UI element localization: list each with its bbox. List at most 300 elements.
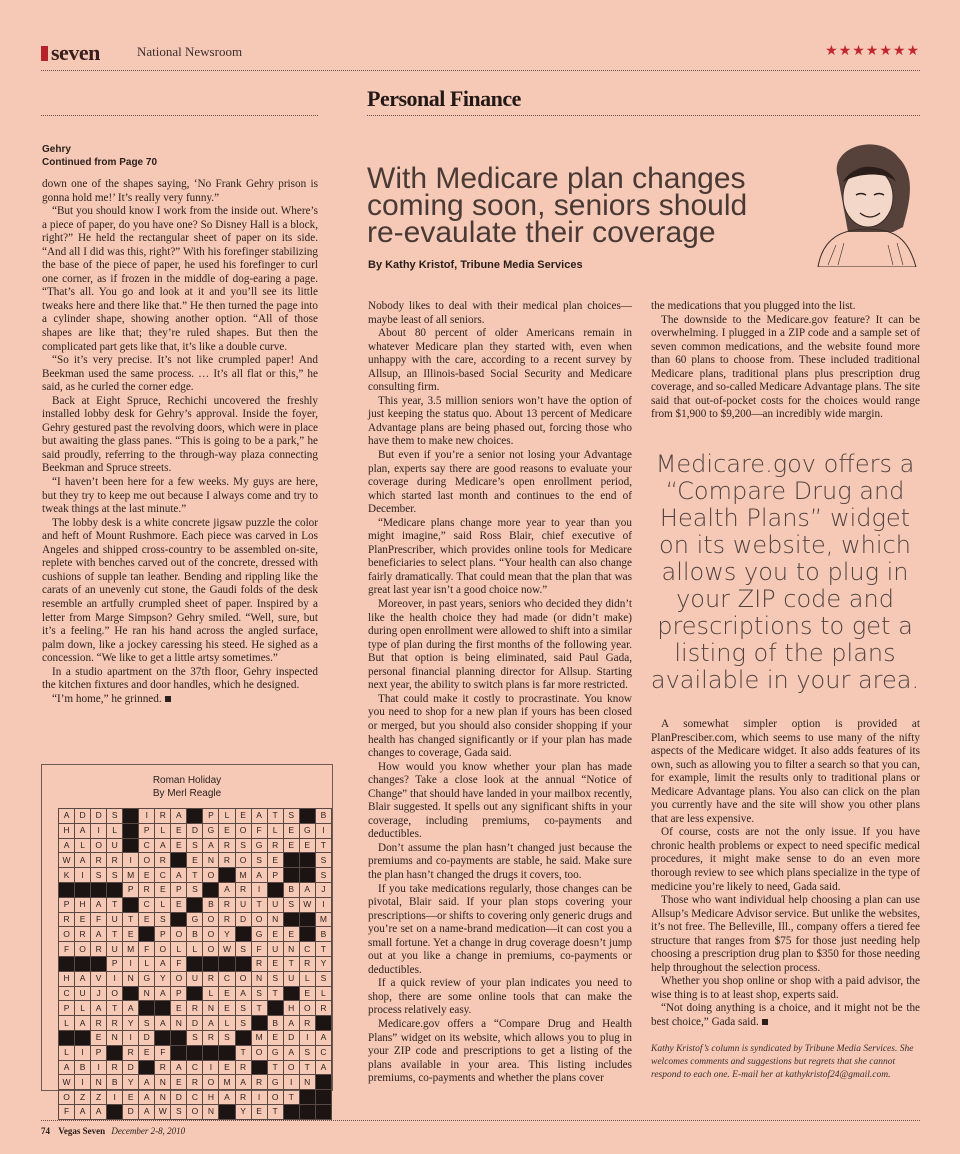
article-paragraph: Those who want individual help choosing a plan can use Allsup’s Medicare Advisor service. But unlike the websites, it’s not free. The Belleville, Ill., company offers a tiered fee structure that ranges from $75 for those just needing help choosing a prescription drug plan to $350 for those needing help throughout the selection process. [651, 894, 920, 974]
crossword-cell: H [203, 1090, 219, 1105]
crossword-cell: O [171, 927, 187, 942]
crossword-cell: T [107, 1001, 123, 1016]
crossword-cell: R [187, 1001, 203, 1016]
crossword-cell: P [91, 1045, 107, 1060]
article-column-2-bottom [651, 718, 920, 1030]
crossword-cell: F [139, 942, 155, 957]
story-paragraph: “So it’s very precise. It’s not like crumpled paper! And Beekman used the same process. … It’s all flat or this,” he said, as he curled the corner edge. [42, 354, 318, 394]
crossword-cell: O [75, 942, 91, 957]
crossword-cell: T [283, 1090, 299, 1105]
crossword-cell: I [123, 956, 139, 971]
crossword-black-cell [283, 986, 299, 1001]
crossword-cell: D [91, 809, 107, 824]
crossword-cell: P [59, 1001, 75, 1016]
crossword-cell: S [139, 1016, 155, 1031]
crossword-cell: E [219, 823, 235, 838]
crossword-cell: E [235, 809, 251, 824]
crossword-cell: M [123, 868, 139, 883]
crossword-black-cell [187, 897, 203, 912]
crossword-cell: T [251, 897, 267, 912]
crossword-cell: N [155, 1090, 171, 1105]
crossword-cell: I [107, 1090, 123, 1105]
crossword-cell: P [155, 927, 171, 942]
crossword-cell: S [155, 912, 171, 927]
crossword-black-cell [235, 1030, 251, 1045]
crossword-row [59, 1016, 332, 1031]
crossword-cell: T [235, 1045, 251, 1060]
crossword-black-cell [75, 882, 91, 897]
crossword-cell: D [171, 1090, 187, 1105]
article-paragraph: Don’t assume the plan hasn’t changed just because the premiums and co-payments are stable, he said. Make sure the plan hasn’t changed the drugs it covers, too. [368, 841, 632, 881]
crossword-black-cell [235, 956, 251, 971]
section-label: National Newsroom [137, 44, 243, 59]
crossword-cell: N [107, 1030, 123, 1045]
crossword-black-cell [107, 1045, 123, 1060]
crossword-cell: A [283, 1016, 299, 1031]
story-paragraph: down one of the shapes saying, ‘No Frank Gehry prison is gonna hold me!’ It’s really very funny.” [42, 178, 318, 204]
crossword-cell: U [267, 942, 283, 957]
crossword-cell: S [187, 838, 203, 853]
crossword-cell: E [171, 1001, 187, 1016]
crossword-cell: T [299, 1060, 315, 1075]
crossword-black-cell [171, 1045, 187, 1060]
crossword-cell: I [91, 823, 107, 838]
crossword-cell: L [299, 971, 315, 986]
crossword-cell: M [251, 1030, 267, 1045]
crossword-row [59, 853, 332, 868]
crossword-cell: Z [75, 1090, 91, 1105]
crossword-cell: S [235, 942, 251, 957]
crossword-cell: E [251, 1104, 267, 1119]
crossword-cell: Y [219, 927, 235, 942]
article-paragraph: “Medicare plans change more year to year than you might imagine,” said Ross Blair, chief executive of PlanPrescriber, which provides online tools for Medicare beneficiaries to select plans. “Your health can also change fairly dramatically. That could mean that the plan that was great last year isn’t a good choice now.” [368, 516, 632, 597]
crossword-black-cell [75, 956, 91, 971]
crossword-black-cell [91, 882, 107, 897]
crossword-cell: T [267, 986, 283, 1001]
crossword-row [59, 809, 332, 824]
crossword-cell: I [315, 823, 331, 838]
crossword-cell: L [155, 897, 171, 912]
crossword-cell: T [315, 942, 331, 957]
crossword-black-cell [203, 1045, 219, 1060]
crossword-cell: E [267, 956, 283, 971]
crossword-black-cell [59, 1030, 75, 1045]
crossword-cell: Y [155, 971, 171, 986]
crossword-cell: O [107, 986, 123, 1001]
crossword-black-cell [203, 956, 219, 971]
crossword-row [59, 971, 332, 986]
crossword-cell: T [267, 809, 283, 824]
crossword-box [41, 764, 333, 1117]
crossword-cell: A [235, 986, 251, 1001]
crossword-black-cell [187, 1045, 203, 1060]
crossword-cell: T [315, 838, 331, 853]
crossword-cell: R [203, 971, 219, 986]
crossword-black-cell [283, 1104, 299, 1119]
crossword-cell: I [315, 897, 331, 912]
crossword-cell: U [107, 912, 123, 927]
crossword-cell: T [107, 927, 123, 942]
crossword-black-cell [123, 986, 139, 1001]
article-last-line: “Not doing anything is a choice, and it might not be the best choice,” Gada said. [651, 1002, 920, 1029]
crossword-cell: L [155, 823, 171, 838]
crossword-cell: E [299, 838, 315, 853]
crossword-cell: L [187, 942, 203, 957]
crossword-cell: S [251, 853, 267, 868]
crossword-cell: T [187, 868, 203, 883]
crossword-cell: P [139, 823, 155, 838]
crossword-cell: N [139, 986, 155, 1001]
crossword-cell: R [155, 809, 171, 824]
story-paragraph: “But you should know I work from the inside out. Where’s a piece of paper, do you have one? So Disney Hall is a block, right?” He held the rectangular sheet of paper on its side. “And all I did was this, right?” With his forefinger stabilizing the base of the piece of paper, he used his forefinger to curl one corner, as if frozen in the middle of dog-earing a page. “That’s all. You go and look at it and you’ll see its little tweaks here and there like that.” He then turned the page into a cylinder shape, showing another option. “All of those shapes are like that; they’re ruled shapes. But then the complicated part gets like that, it’s like a double curve. [42, 205, 318, 353]
crossword-black-cell [139, 1001, 155, 1016]
crossword-cell: A [155, 838, 171, 853]
crossword-cell: R [155, 853, 171, 868]
crossword-row [59, 1030, 332, 1045]
crossword-black-cell [299, 853, 315, 868]
crossword-cell: A [75, 971, 91, 986]
crossword-cell: E [283, 927, 299, 942]
crossword-black-cell [315, 1090, 331, 1105]
crossword-black-cell [299, 912, 315, 927]
crossword-black-cell [107, 882, 123, 897]
crossword-cell: W [299, 897, 315, 912]
article-paragraph [651, 1002, 920, 1029]
article-column-2-top [651, 300, 920, 422]
end-mark-icon [165, 696, 171, 702]
crossword-cell: R [235, 1060, 251, 1075]
crossword-cell: S [315, 868, 331, 883]
crossword-cell: L [59, 1045, 75, 1060]
end-mark-icon [762, 1019, 768, 1025]
crossword-cell: R [299, 956, 315, 971]
crossword-cell: N [267, 912, 283, 927]
crossword-cell: P [107, 956, 123, 971]
pull-quote: Medicare.gov offers a “Compare Drug and Health Plans” widget on its website, which allows you to plug in your ZIP code and prescriptions to get a listing of the plans available in your area. [650, 450, 920, 694]
crossword-cell: R [219, 897, 235, 912]
crossword-cell: E [219, 986, 235, 1001]
crossword-row [59, 868, 332, 883]
crossword-cell: P [59, 897, 75, 912]
crossword-cell: A [235, 1075, 251, 1090]
crossword-black-cell [139, 927, 155, 942]
crossword-cell: G [267, 1075, 283, 1090]
crossword-cell: W [59, 853, 75, 868]
crossword-cell: D [235, 912, 251, 927]
crossword-cell: A [203, 838, 219, 853]
crossword-cell: U [107, 942, 123, 957]
logo-text: seven [51, 40, 100, 65]
crossword-cell: B [267, 1016, 283, 1031]
crossword-cell: E [171, 897, 187, 912]
crossword-cell: E [75, 912, 91, 927]
crossword-cell: E [283, 823, 299, 838]
crossword-cell: E [219, 1001, 235, 1016]
crossword-cell: C [299, 942, 315, 957]
crossword-cell: N [171, 1016, 187, 1031]
crossword-black-cell [203, 882, 219, 897]
crossword-cell: N [203, 1104, 219, 1119]
crossword-cell: S [107, 868, 123, 883]
crossword-cell: O [91, 838, 107, 853]
crossword-row [59, 1060, 332, 1075]
article-paragraph: Medicare.gov offers a “Compare Drug and Health Plans” widget on its website, which allows you to plug in your ZIP code and prescriptions to get a listing of the plans available in your area. This listing includes premiums, co-payments and whether the plans cover [368, 1017, 632, 1085]
crossword-cell: W [219, 942, 235, 957]
crossword-cell: I [75, 1045, 91, 1060]
crossword-cell: L [219, 1016, 235, 1031]
article-paragraph: Of course, costs are not the only issue. If you have chronic health problems or expect to need specific medical procedures, it might make sense to do an even more thorough review to see which plans specialize in the type of medicine you’re likely to need, Gada said. [651, 826, 920, 893]
crossword-cell: T [123, 912, 139, 927]
crossword-black-cell [283, 868, 299, 883]
crossword-cell: A [75, 1104, 91, 1119]
crossword-cell: E [267, 927, 283, 942]
article-paragraph: If a quick review of your plan indicates you need to shop, there are some online tools that can make the process relatively easy. [368, 977, 632, 1017]
crossword-cell: A [75, 1016, 91, 1031]
article-headline: With Medicare plan changes coming soon, seniors should re-evaulate their coverage [367, 162, 748, 249]
crossword-cell: A [59, 838, 75, 853]
crossword-cell: G [299, 823, 315, 838]
crossword-cell: E [299, 986, 315, 1001]
crossword-cell: S [315, 971, 331, 986]
crossword-cell: R [219, 838, 235, 853]
crossword-cell: A [59, 809, 75, 824]
publication-logo [41, 40, 100, 66]
crossword-cell: I [139, 809, 155, 824]
crossword-cell: O [203, 912, 219, 927]
footer-publication: Vegas Seven [58, 1126, 106, 1136]
crossword-cell: U [75, 986, 91, 1001]
crossword-cell: S [299, 1045, 315, 1060]
crossword-cell: S [107, 809, 123, 824]
crossword-black-cell [155, 1001, 171, 1016]
crossword-cell: E [139, 1045, 155, 1060]
crossword-black-cell [219, 956, 235, 971]
crossword-cell: R [139, 882, 155, 897]
story-paragraph: The lobby desk is a white concrete jigsaw puzzle the color and heft of Mount Rushmore. Each piece was carved in Los Angeles and shipped cross-country to be assembled on-site, replete with benches carved out of the concrete, dressed with cushions of supple tan leather. Bending and rippling like the carats of an unevenly cut stone, the Gaudi folds of the desk resemble an artfully crumpled sheet of paper. Inspired by a letter from Marge Simpson? Gehry smiled. “Well, sure, but it’s a feeling.” He ran his hand across the angled surface, palm down, like a jockey caressing his steed. He sighed as a concession. “We like to get a little artsy sometimes.” [42, 516, 318, 665]
logo-bar [41, 46, 48, 61]
crossword-cell: S [235, 1016, 251, 1031]
crossword-cell: S [187, 1030, 203, 1045]
crossword-cell: J [91, 986, 107, 1001]
crossword-black-cell [315, 1104, 331, 1119]
crossword-table [58, 808, 332, 1120]
crossword-cell: M [315, 912, 331, 927]
crossword-black-cell [171, 912, 187, 927]
crossword-cell: A [155, 956, 171, 971]
crossword-cell: O [171, 971, 187, 986]
crossword-row [59, 1045, 332, 1060]
crossword-black-cell [123, 809, 139, 824]
crossword-cell: I [299, 1030, 315, 1045]
crossword-cell: R [155, 1060, 171, 1075]
crossword-cell: A [299, 882, 315, 897]
crossword-black-cell [267, 882, 283, 897]
crossword-cell: I [203, 1060, 219, 1075]
crossword-cell: U [267, 897, 283, 912]
crossword-cell: O [203, 868, 219, 883]
footer-rule [41, 1120, 920, 1121]
article-paragraph: This year, 3.5 million seniors won’t have the option of just keeping the status quo. About 13 percent of Medicare Advantage plans are being phased out, forcing those who have them to make new choices. [368, 394, 632, 448]
crossword-cell: I [283, 1075, 299, 1090]
left-column-rule [41, 115, 318, 116]
crossword-cell: O [203, 1075, 219, 1090]
crossword-cell: Y [123, 1016, 139, 1031]
crossword-cell: B [107, 1075, 123, 1090]
crossword-black-cell [59, 956, 75, 971]
crossword-cell: B [75, 1060, 91, 1075]
crossword-cell: R [235, 1090, 251, 1105]
crossword-cell: M [219, 1075, 235, 1090]
crossword-row [59, 1104, 332, 1119]
crossword-cell: S [91, 868, 107, 883]
crossword-cell: C [59, 986, 75, 1001]
crossword-cell: E [123, 927, 139, 942]
crossword-cell: W [59, 1075, 75, 1090]
crossword-cell: D [123, 1104, 139, 1119]
crossword-row [59, 823, 332, 838]
crossword-grid [58, 808, 332, 1120]
crossword-author: By Merl Reagle [152, 788, 222, 799]
crossword-cell: O [155, 942, 171, 957]
crossword-cell: T [251, 1001, 267, 1016]
crossword-row [59, 1075, 332, 1090]
article-paragraph: The downside to the Medicare.gov feature? It can be overwhelming. I plugged in a ZIP code and a sample set of seven common medications, and the website found more than 60 plans to choose from. These included traditional Medicare plans, traditional plans plus prescription drug coverage, and so-called Medicare Advantage plans. The site said that out-of-pocket costs for the choices would range from $1,900 to $9,200—an incredibly wide margin. [651, 313, 920, 421]
crossword-cell: W [155, 1104, 171, 1119]
crossword-black-cell [123, 823, 139, 838]
crossword-cell: A [203, 1016, 219, 1031]
crossword-cell: R [91, 942, 107, 957]
crossword-row [59, 882, 332, 897]
crossword-cell: L [171, 942, 187, 957]
crossword-cell: R [59, 912, 75, 927]
crossword-cell: N [251, 971, 267, 986]
crossword-cell: B [315, 927, 331, 942]
crossword-cell: R [187, 1075, 203, 1090]
crossword-cell: L [59, 1016, 75, 1031]
crossword-cell: I [75, 868, 91, 883]
crossword-cell: P [123, 882, 139, 897]
crossword-cell: A [139, 1075, 155, 1090]
article-byline: By Kathy Kristof, Tribune Media Services [368, 259, 583, 271]
crossword-cell: A [171, 809, 187, 824]
crossword-cell: N [155, 1075, 171, 1090]
crossword-black-cell [299, 809, 315, 824]
story-last-line: “I’m home,” he grinned. [52, 692, 162, 705]
crossword-cell: Y [235, 1104, 251, 1119]
crossword-row [59, 912, 332, 927]
crossword-cell: C [139, 838, 155, 853]
crossword-cell: A [171, 868, 187, 883]
crossword-row [59, 897, 332, 912]
crossword-cell: F [59, 1104, 75, 1119]
crossword-cell: O [139, 853, 155, 868]
crossword-cell: C [219, 971, 235, 986]
crossword-cell: D [283, 1030, 299, 1045]
crossword-cell: A [91, 897, 107, 912]
crossword-cell: O [235, 853, 251, 868]
crossword-cell: B [203, 897, 219, 912]
crossword-cell: R [251, 1075, 267, 1090]
crossword-cell: A [251, 809, 267, 824]
crossword-cell: L [203, 986, 219, 1001]
crossword-cell: N [299, 1075, 315, 1090]
article-column-1 [368, 300, 632, 1086]
crossword-cell: P [267, 868, 283, 883]
crossword-cell: F [59, 942, 75, 957]
crossword-cell: I [107, 971, 123, 986]
crossword-black-cell [283, 912, 299, 927]
crossword-cell: B [187, 927, 203, 942]
crossword-cell: F [171, 956, 187, 971]
crossword-cell: I [91, 1060, 107, 1075]
crossword-cell: D [187, 823, 203, 838]
crossword-cell: M [235, 868, 251, 883]
crossword-cell: N [203, 1001, 219, 1016]
crossword-black-cell [283, 853, 299, 868]
crossword-black-cell [59, 882, 75, 897]
crossword-cell: S [219, 1030, 235, 1045]
crossword-cell: M [123, 942, 139, 957]
article-paragraph: That could make it costly to procrastinate. You know you need to shop for a new plan if yours has been closed or merged, but you should also consider shopping if your health has changed significantly or if your plan has made changes to coverage, Gada said. [368, 692, 632, 760]
crossword-cell: H [283, 1001, 299, 1016]
crossword-cell: P [203, 809, 219, 824]
crossword-cell: L [107, 823, 123, 838]
crossword-cell: R [91, 1016, 107, 1031]
crossword-cell: E [139, 868, 155, 883]
crossword-cell: O [203, 927, 219, 942]
crossword-row [59, 838, 332, 853]
crossword-cell: O [283, 1060, 299, 1075]
crossword-cell: G [203, 823, 219, 838]
crossword-row [59, 942, 332, 957]
crossword-cell: S [283, 809, 299, 824]
crossword-black-cell [187, 986, 203, 1001]
crossword-black-cell [315, 1016, 331, 1031]
crossword-cell: R [219, 853, 235, 868]
crossword-cell: A [91, 1001, 107, 1016]
crossword-cell: G [187, 912, 203, 927]
crossword-black-cell [187, 809, 203, 824]
crossword-cell: J [315, 882, 331, 897]
crossword-cell: D [187, 1016, 203, 1031]
crossword-black-cell [107, 1104, 123, 1119]
crossword-cell: H [75, 897, 91, 912]
crossword-cell: A [315, 1060, 331, 1075]
story-paragraph: Back at Eight Spruce, Rechichi uncovered the freshly installed lobby desk for Gehry’s approval. Inside the foyer, Gehry gestured past the revolving doors, which were in place but awaiting the glass panes. “This is going to be a park,” he said proudly, referring to the through-way plaza connecting Beekman and Spruce streets. [42, 394, 318, 475]
crossword-cell: R [107, 1060, 123, 1075]
story-paragraph: “I haven’t been here for a few weeks. My guys are here, but they try to keep me out because I always come and try to tweak things at the last minute.” [42, 476, 318, 516]
crossword-cell: E [171, 838, 187, 853]
article-paragraph: Whether you shop online or shop with a paid advisor, the wise thing is to at least shop, experts said. [651, 975, 920, 1001]
crossword-black-cell [155, 1030, 171, 1045]
crossword-cell: R [123, 1045, 139, 1060]
crossword-row [59, 1090, 332, 1105]
crossword-cell: H [59, 971, 75, 986]
crossword-cell: Y [315, 956, 331, 971]
crossword-cell: R [75, 927, 91, 942]
crossword-cell: L [75, 838, 91, 853]
page-number: 74 [41, 1126, 50, 1136]
crossword-cell: Z [91, 1090, 107, 1105]
author-portrait-icon [808, 137, 920, 267]
section-title: Personal Finance [367, 86, 521, 111]
crossword-cell: L [267, 823, 283, 838]
crossword-cell: A [155, 986, 171, 1001]
crossword-cell: R [107, 853, 123, 868]
author-credit: Kathy Kristof’s column is syndicated by Tribune Media Services. She welcomes comments and suggestions but regrets that she cannot respond to each one. E-mail her at kathykristof24@gmail.com. [651, 1044, 914, 1080]
crossword-cell: O [251, 1045, 267, 1060]
crossword-cell: A [171, 1060, 187, 1075]
